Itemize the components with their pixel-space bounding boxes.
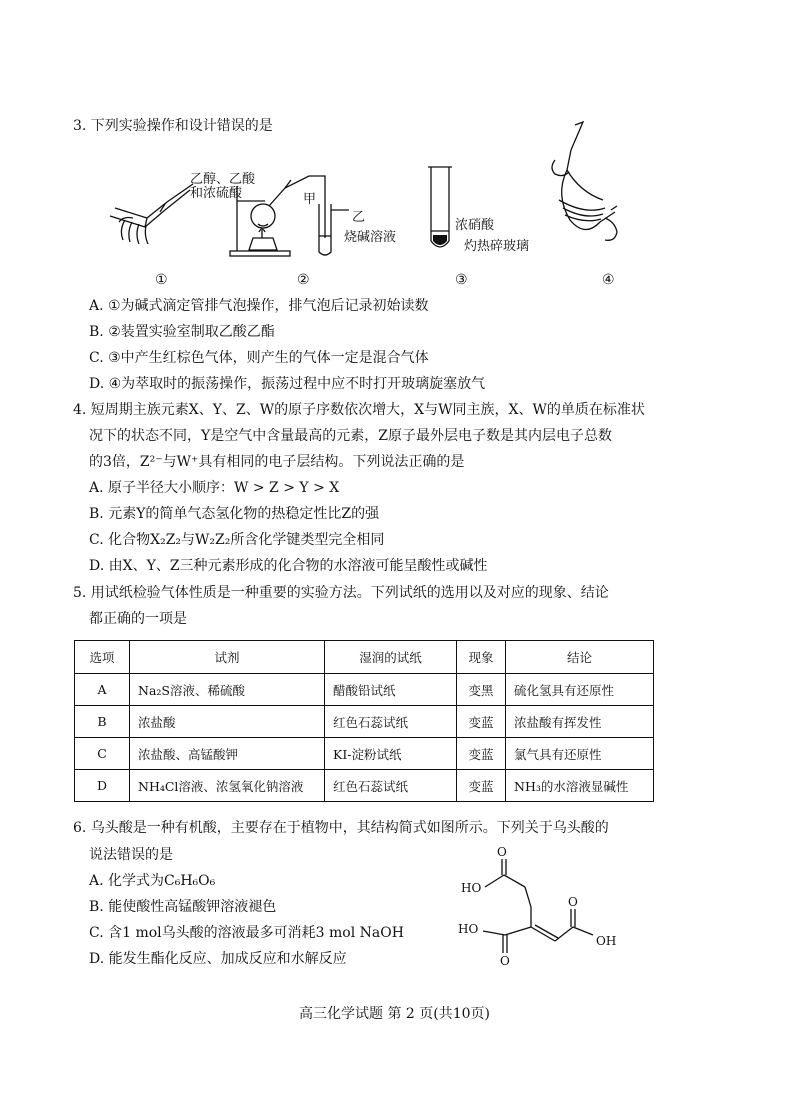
cell-option: B — [75, 706, 130, 738]
q3-label-jia: 甲 — [303, 192, 317, 207]
structure-label-ho-left: HO — [458, 922, 479, 936]
figure-1-burette-hands — [105, 182, 200, 252]
figure-number-4: ④ — [602, 272, 615, 288]
q6-stem-line-1: 6. 乌头酸是一种有机酸，主要存在于植物中，其结构简式如图所示。下列关于乌头酸的 — [73, 820, 609, 836]
figure-number-2: ② — [297, 272, 310, 288]
cell-conclusion: 硫化氢具有还原性 — [506, 674, 654, 706]
q6-option-a: A. 化学式为C₆H₆O₆ — [89, 873, 216, 889]
q4-stem-line-2: 况下的状态不同，Y是空气中含量最高的元素，Z原子最外层电子数是其内层电子总数 — [89, 428, 612, 444]
table-row — [75, 770, 654, 802]
q3-option-d: D. ④为萃取时的振荡操作，振荡过程中应不时打开玻璃旋塞放气 — [89, 376, 486, 392]
q4-stem-line-1: 4. 短周期主族元素X、Y、Z、W的原子序数依次增大，X与W同主族，X、W的单质在标准状 — [73, 402, 645, 418]
cell-paper: 醋酸铅试纸 — [325, 674, 457, 706]
q3-label-reagents-1: 乙醇、乙酸 — [190, 172, 256, 187]
q6-stem-line-2: 说法错误的是 — [89, 847, 173, 863]
cell-phenomenon: 变蓝 — [457, 770, 506, 802]
structure-label-oh-right: OH — [596, 934, 617, 948]
cell-phenomenon: 变蓝 — [457, 706, 506, 738]
header-paper: 湿润的试纸 — [325, 641, 457, 674]
q4-option-d: D. 由X、Y、Z三种元素形成的化合物的水溶液可能呈酸性或碱性 — [89, 558, 488, 574]
table-row — [75, 674, 654, 706]
figure-number-3: ③ — [455, 272, 468, 288]
header-option: 选项 — [75, 641, 130, 674]
q5-stem-line-1: 5. 用试纸检验气体性质是一种重要的实验方法。下列试纸的选用以及对应的现象、结论 — [73, 585, 609, 601]
figure-3-test-tube — [425, 165, 455, 255]
header-phenomenon: 现象 — [457, 641, 506, 674]
structure-label-o-top: O — [497, 845, 507, 859]
q4-option-a: A. 原子半径大小顺序：W > Z > Y > X — [89, 480, 340, 496]
cell-option: D — [75, 770, 130, 802]
q3-option-b: B. ②装置实验室制取乙酸乙酯 — [89, 324, 275, 340]
q6-option-d: D. 能发生酯化反应、加成反应和水解反应 — [89, 951, 347, 967]
q3-stem: 3. 下列实验操作和设计错误的是 — [73, 118, 273, 134]
table-header-row — [75, 641, 654, 674]
structure-label-o-bottom: O — [500, 954, 510, 968]
cell-conclusion: NH₃的水溶液显碱性 — [506, 770, 654, 802]
cell-phenomenon: 变黑 — [457, 674, 506, 706]
q3-label-glass: 灼热碎玻璃 — [464, 239, 530, 254]
cell-reagent: Na₂S溶液、稀硫酸 — [130, 674, 325, 706]
structure-label-ho-top: HO — [461, 881, 482, 895]
cell-phenomenon: 变蓝 — [457, 738, 506, 770]
figure-4-separatory-funnel — [545, 120, 625, 255]
q4-stem-line-3: 的3倍，Z²⁻与W⁺具有相同的电子层结构。下列说法正确的是 — [89, 454, 465, 470]
cell-option: A — [75, 674, 130, 706]
cell-option: C — [75, 738, 130, 770]
q3-option-a: A. ①为碱式滴定管排气泡操作，排气泡后记录初始读数 — [89, 298, 429, 314]
q5-table — [74, 640, 654, 802]
cell-paper: 红色石蕊试纸 — [325, 706, 457, 738]
aconitic-acid-structure — [455, 845, 635, 980]
q3-label-hno3: 浓硝酸 — [455, 218, 495, 233]
cell-reagent: 浓盐酸 — [130, 706, 325, 738]
cell-reagent: 浓盐酸、高锰酸钾 — [130, 738, 325, 770]
table-row — [75, 706, 654, 738]
q6-option-b: B. 能使酸性高锰酸钾溶液褪色 — [89, 899, 277, 915]
q3-label-yi: 乙 — [352, 210, 366, 225]
q3-label-naoh: 烧碱溶液 — [344, 230, 397, 245]
cell-paper: KI-淀粉试纸 — [325, 738, 457, 770]
cell-paper: 红色石蕊试纸 — [325, 770, 457, 802]
figure-number-1: ① — [155, 272, 168, 288]
cell-conclusion: 浓盐酸有挥发性 — [506, 706, 654, 738]
cell-conclusion: 氯气具有还原性 — [506, 738, 654, 770]
header-reagent: 试剂 — [130, 641, 325, 674]
q3-option-c: C. ③中产生红棕色气体，则产生的气体一定是混合气体 — [89, 350, 429, 366]
cell-reagent: NH₄Cl溶液、浓氢氧化钠溶液 — [130, 770, 325, 802]
q4-option-b: B. 元素Y的简单气态氢化物的热稳定性比Z的强 — [89, 506, 380, 522]
header-conclusion: 结论 — [506, 641, 654, 674]
page-footer: 高三化学试题 第 2 页(共10页) — [299, 1006, 490, 1022]
q4-option-c: C. 化合物X₂Z₂与W₂Z₂所含化学键类型完全相同 — [89, 532, 385, 548]
q6-option-c: C. 含1 mol乌头酸的溶液最多可消耗3 mol NaOH — [89, 925, 404, 941]
q3-label-reagents-2: 和浓硫酸 — [190, 186, 243, 201]
structure-label-o-right: O — [568, 895, 578, 909]
table-row — [75, 738, 654, 770]
q5-stem-line-2: 都正确的一项是 — [89, 611, 187, 627]
